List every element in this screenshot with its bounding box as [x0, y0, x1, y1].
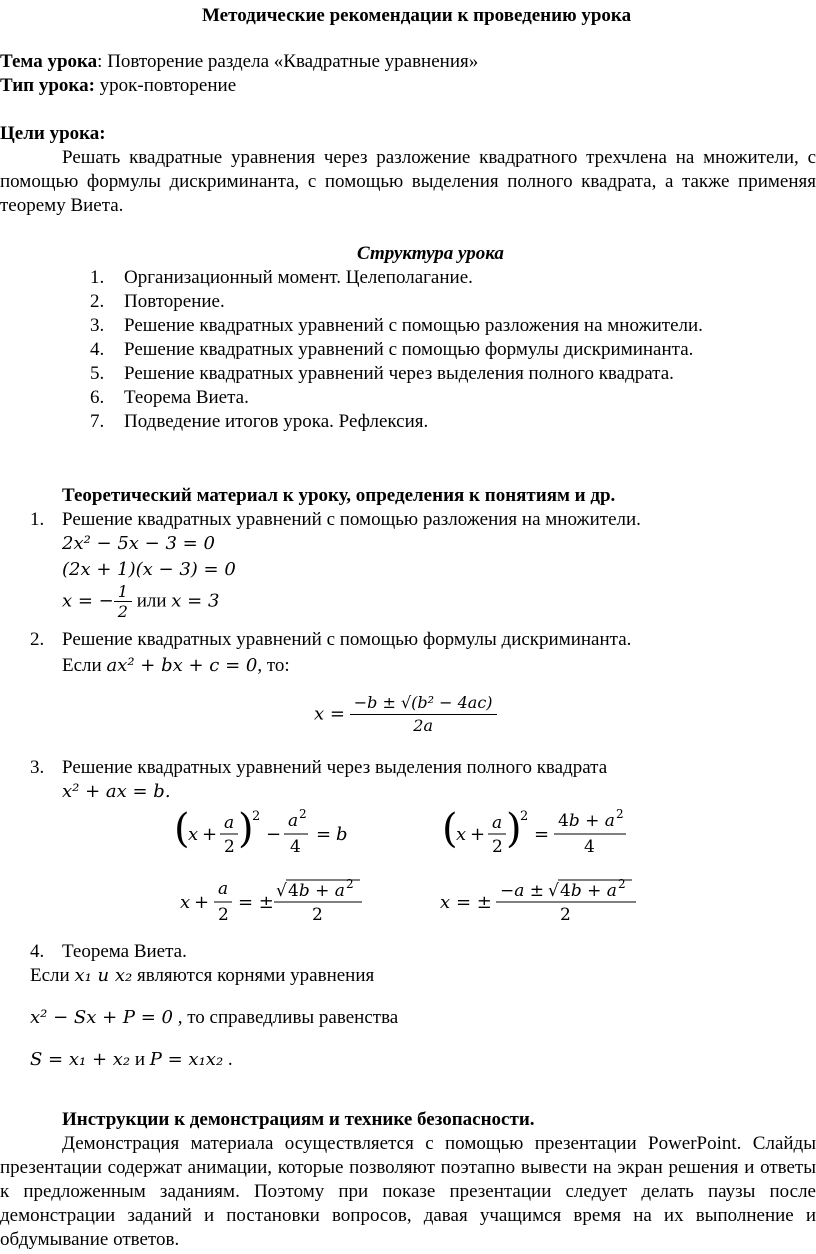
svg-text:√: √ — [548, 881, 559, 901]
svg-text:a: a — [492, 813, 503, 833]
theory-section-2-title: Решение квадратных уравнений с помощью формулы дискриминанта. — [62, 629, 632, 650]
vieta-line-2: 𝑥² − 𝑆𝑥 + 𝑃 = 0 , то справедливы равенства — [30, 1007, 399, 1028]
type-value: урок-повторение — [94, 75, 237, 96]
svg-text:4b + a: 4b + a — [288, 881, 345, 901]
svg-text:): ) — [238, 806, 254, 852]
theory-section-3-number: 3. — [30, 757, 45, 778]
formula-graphic — [178, 870, 378, 930]
structure-heading: Структура урока — [357, 243, 504, 264]
goals-text: Решать квадратные уравнения через разложение квадратного трехчлена на множители, с помощью формулы дискриминанта, с помощью выделения полного квадрата, а также применяя теорему Виета. — [0, 147, 816, 216]
svg-text:2: 2 — [492, 837, 503, 857]
equation: 2𝑥² − 5𝑥 − 3 = 0 — [62, 533, 215, 554]
square-formula-1 — [172, 802, 372, 869]
svg-text:2: 2 — [312, 905, 323, 925]
list-item: 4. Решение квадратных уравнений с помощью формулы дискриминанта. — [90, 339, 694, 360]
svg-text:x: x — [440, 892, 451, 913]
square-formula-4 — [438, 870, 648, 937]
theory-heading: Теоретический материал к уроку, определения к понятиям и др. — [62, 485, 616, 506]
formula-graphic — [440, 802, 640, 862]
svg-text:2: 2 — [218, 905, 229, 925]
svg-text:a: a — [218, 879, 229, 899]
svg-text:(: ( — [174, 806, 190, 852]
svg-text:4: 4 — [290, 837, 301, 857]
svg-text:x: x — [180, 892, 191, 913]
goals-heading: Цели урока: — [0, 123, 106, 144]
structure-list — [90, 266, 703, 434]
theory-section-1-title: Решение квадратных уравнений с помощью разложения на множители. — [62, 509, 641, 530]
svg-text:=: = — [316, 824, 332, 845]
list-item: 3. Решение квадратных уравнений с помощью разложения на множители. — [90, 315, 703, 336]
svg-text:+: + — [194, 892, 210, 913]
vieta-line-3: 𝑆 = 𝑥₁ + 𝑥₂ и 𝑃 = 𝑥₁𝑥₂ . — [30, 1049, 233, 1070]
formula-graphic — [172, 802, 372, 862]
list-item: 1. Организационный момент. Целеполагание. — [90, 267, 473, 288]
svg-text:2: 2 — [346, 877, 354, 891]
theory-section-2-number: 2. — [30, 629, 45, 650]
svg-text:2: 2 — [616, 807, 624, 821]
svg-text:+: + — [470, 824, 486, 845]
list-item: 6. Теорема Виета. — [90, 387, 249, 408]
svg-text:2: 2 — [224, 837, 235, 857]
svg-text:4: 4 — [584, 837, 595, 857]
square-formula-2 — [440, 802, 640, 869]
instructions-heading: Инструкции к демонстрациям и технике безопасности. — [62, 1109, 535, 1130]
svg-text:= ±: = ± — [456, 892, 492, 913]
topic-value: : Повторение раздела «Квадратные уравнения» — [97, 51, 479, 72]
page-title: Методические рекомендации к проведению урока — [202, 5, 632, 26]
svg-text:2: 2 — [299, 807, 307, 821]
svg-text:(: ( — [442, 806, 458, 852]
svg-text:2: 2 — [252, 809, 261, 824]
svg-text:−: − — [266, 824, 282, 845]
svg-text:a: a — [224, 813, 235, 833]
svg-text:2: 2 — [560, 905, 571, 925]
topic-line — [0, 50, 478, 74]
discriminant-formula: 𝑥 = $\frac{\text{−𝑏 ± √(𝑏² − 4𝑎𝑐)}}{\text{2𝑎}}$ — [314, 692, 497, 737]
svg-text:b: b — [336, 824, 348, 845]
theory-section-3-title: Решение квадратных уравнений через выделения полного квадрата — [62, 757, 608, 778]
equation: 𝑥² + 𝑎𝑥 = 𝑏. — [62, 781, 171, 802]
roots-line: 𝑥 = − $\frac{1}{2}$ или 𝑥 = 3 — [62, 582, 220, 621]
svg-text:): ) — [506, 806, 522, 852]
svg-text:+: + — [202, 824, 218, 845]
condition-line: Если 𝑎𝑥² + 𝑏𝑥 + 𝑐 = 0, то: — [62, 655, 290, 676]
svg-text:4b + a: 4b + a — [558, 811, 615, 831]
svg-text:2: 2 — [520, 809, 529, 824]
type-line — [0, 74, 236, 98]
svg-text:2: 2 — [618, 877, 626, 891]
topic-label: Тема урока — [0, 51, 98, 72]
svg-text:x: x — [188, 824, 199, 845]
svg-text:√: √ — [276, 881, 287, 901]
theory-section-4-title: Теорема Виета. — [62, 941, 187, 962]
theory-section-1-number: 1. — [30, 509, 45, 530]
svg-text:−a ±: −a ± — [500, 881, 545, 901]
list-item: 2. Повторение. — [90, 291, 225, 312]
vieta-line-1: Если 𝑥₁ и 𝑥₂ являются корнями уравнения — [30, 965, 375, 986]
svg-text:=: = — [534, 824, 550, 845]
equation: (2𝑥 + 1)(𝑥 − 3) = 0 — [62, 559, 236, 580]
instructions-text: Демонстрация материала осуществляется с помощью презентации PowerPoint. Слайды презентации содержат анимации, которые позволяют поэтапно вывести на экран решения и ответы к предложенным заданиям. Поэтому при показе презентации следует делать паузы после демонстрации заданий и постановки вопросов, давая учащимся время на их выполнение и обдумывание ответов. — [0, 1133, 816, 1250]
svg-text:4b + a: 4b + a — [560, 881, 617, 901]
theory-section-4-number: 4. — [30, 941, 45, 962]
square-formula-3 — [178, 870, 378, 937]
list-item: 5. Решение квадратных уравнений через выделения полного квадрата. — [90, 363, 674, 384]
formula-graphic — [438, 870, 648, 930]
type-label: Тип урока: — [0, 75, 95, 96]
svg-text:a: a — [288, 811, 299, 831]
svg-text:= ±: = ± — [238, 892, 274, 913]
svg-text:x: x — [456, 824, 467, 845]
list-item: 7. Подведение итогов урока. Рефлексия. — [90, 411, 429, 432]
